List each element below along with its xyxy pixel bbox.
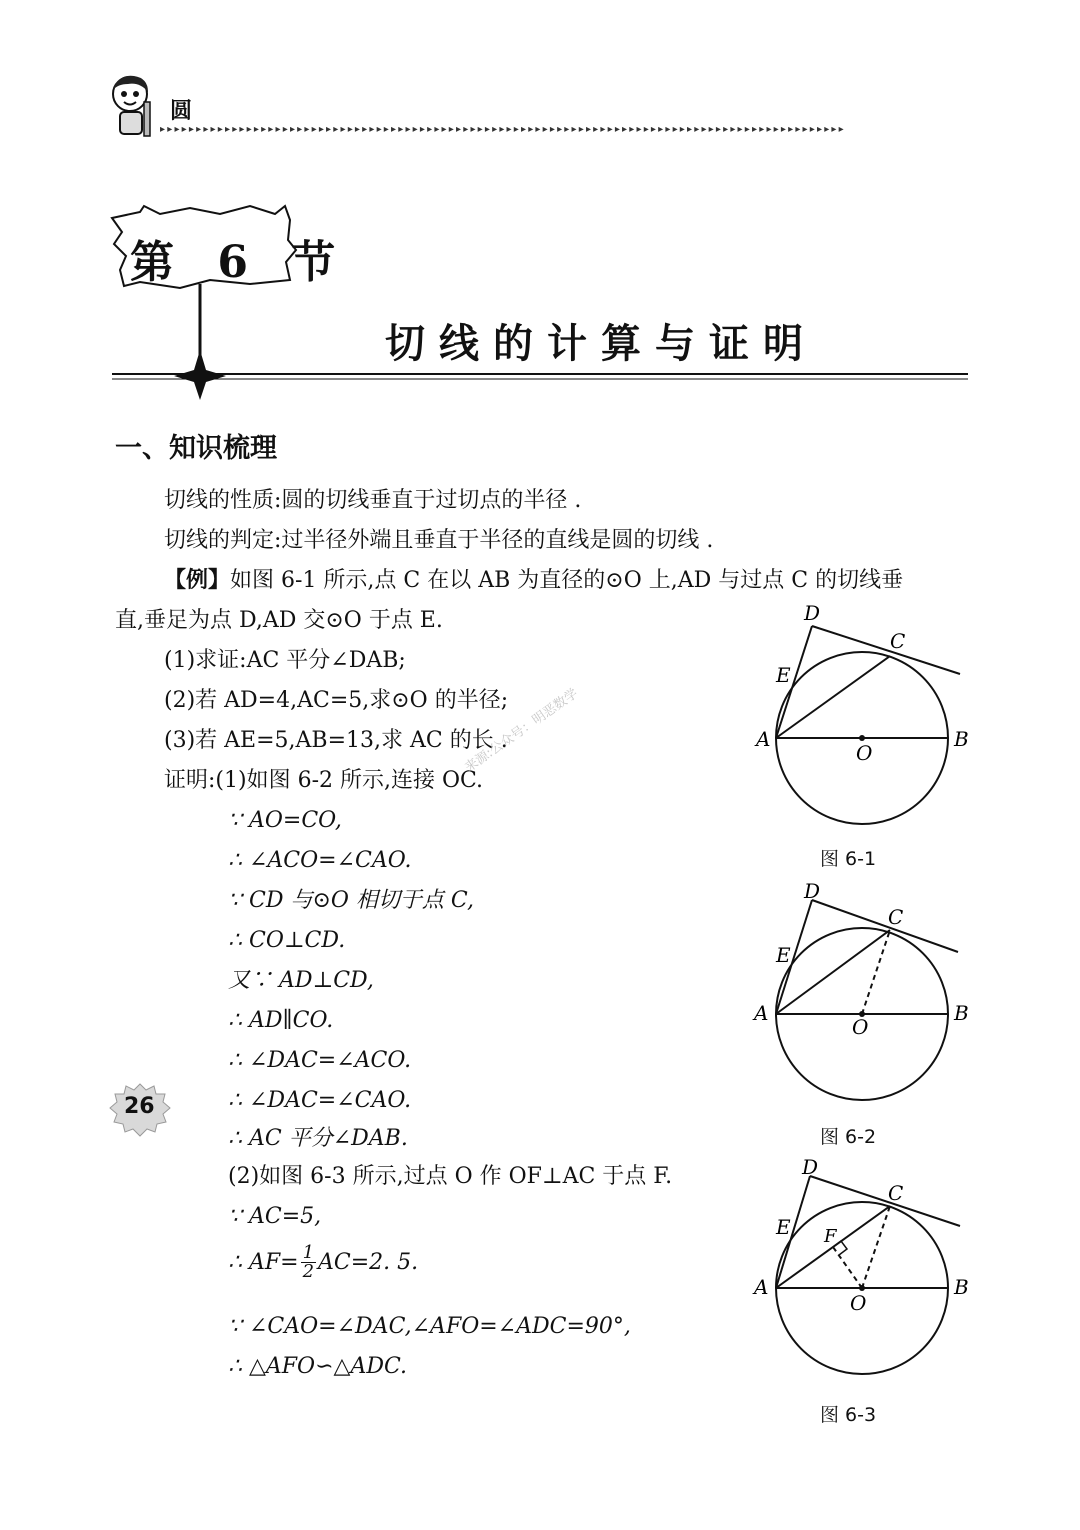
label-B: B <box>954 1275 969 1299</box>
page-number: 26 <box>124 1094 155 1119</box>
example-intro <box>164 570 903 592</box>
proof-step: ∴ AD∥CO. <box>228 1008 334 1033</box>
segment-OF-dashed <box>833 1247 862 1288</box>
proof-step: 又∵ AD⊥CD, <box>228 968 374 993</box>
segment-AC <box>776 656 890 738</box>
label-A: A <box>754 1001 769 1025</box>
label-E: E <box>776 663 791 687</box>
label-D: D <box>802 1155 819 1179</box>
proof-step: ∴ ∠ACO=∠CAO. <box>228 848 412 873</box>
figure-6-3 <box>750 1150 980 1400</box>
part2-step2-suffix: AC=2. 5. <box>318 1249 419 1275</box>
label-C: C <box>888 905 904 929</box>
label-B: B <box>954 1001 969 1025</box>
cartoon-boy-logo <box>104 72 160 142</box>
part2-intro: (2)如图 6-3 所示,过点 O 作 OF⊥AC 于点 F. <box>228 1164 673 1189</box>
proof-step: ∴ CO⊥CD. <box>228 928 346 953</box>
label-E: E <box>776 1215 791 1239</box>
chapter-word: 圆 <box>170 99 193 124</box>
label-A: A <box>754 1275 769 1299</box>
figure-6-3-caption: 图 6-3 <box>820 1404 877 1426</box>
example-line1: 如图 6-1 所示,点 C 在以 AB 为直径的⊙O 上,AD 与过点 C 的切线垂 <box>230 568 904 593</box>
fraction-numerator: 1 <box>302 1242 315 1263</box>
fraction-one-half <box>301 1244 316 1281</box>
proof-intro: 证明:(1)如图 6-2 所示,连接 OC. <box>164 768 484 793</box>
fraction-denominator: 2 <box>302 1261 315 1282</box>
label-B: B <box>954 727 969 751</box>
label-C: C <box>890 629 906 653</box>
figure-6-2 <box>750 876 980 1126</box>
watermark: 来源:公众号：明恶数学 <box>462 686 581 776</box>
question-3: (3)若 AE=5,AB=13,求 AC 的长 . <box>164 728 508 753</box>
label-O: O <box>852 1015 869 1039</box>
example-line2: 直,垂足为点 D,AD 交⊙O 于点 E. <box>115 608 443 633</box>
heading-knowledge: 一、知识梳理 <box>115 433 277 464</box>
question-1: (1)求证:AC 平分∠DAB; <box>164 648 406 673</box>
segment-OC-dashed <box>862 930 890 1014</box>
figure-6-1-caption: 图 6-1 <box>820 848 877 870</box>
segment-AC <box>776 930 890 1014</box>
proof-step: ∵ CD 与⊙O 相切于点 C, <box>228 888 474 913</box>
proof-step: ∴ AC 平分∠DAB. <box>228 1126 408 1151</box>
tangent-property: 切线的性质:圆的切线垂直于过切点的半径 . <box>164 488 582 513</box>
part2-step1: ∵ AC=5, <box>228 1204 322 1229</box>
proof-step: ∴ ∠DAC=∠ACO. <box>228 1048 412 1073</box>
figure-6-2-caption: 图 6-2 <box>820 1126 877 1148</box>
label-O: O <box>850 1291 867 1315</box>
proof-step: ∴ ∠DAC=∠CAO. <box>228 1088 412 1113</box>
label-O: O <box>856 741 873 765</box>
label-F: F <box>824 1226 837 1247</box>
example-tag: 【例】 <box>164 568 231 593</box>
tangent-line <box>812 626 960 674</box>
part2-step4: ∴ △AFO∽△ADC. <box>228 1354 408 1379</box>
part2-step2-prefix: ∴ AF= <box>228 1249 299 1275</box>
part2-step2 <box>228 1244 418 1281</box>
segment-OC-dashed <box>862 1206 890 1288</box>
figure-6-1 <box>750 600 980 850</box>
label-D: D <box>804 879 821 903</box>
section-title: 切线的计算与证明 <box>385 321 817 367</box>
label-A: A <box>756 727 771 751</box>
label-E: E <box>776 943 791 967</box>
label-D: D <box>804 601 821 625</box>
proof-step: ∵ AO=CO, <box>228 808 342 833</box>
header-arrow-rule: ▸▸▸▸▸▸▸▸▸▸▸▸▸▸▸▸▸▸▸▸▸▸▸▸▸▸▸▸▸▸▸▸▸▸▸▸▸▸▸▸▸▸▸▸▸▸▸▸▸▸▸▸▸▸▸▸▸▸▸▸▸▸▸▸▸▸▸▸▸▸▸▸▸▸▸▸▸▸▸▸▸▸▸▸▸▸▸▸▸▸▸▸▸▸▸ <box>160 124 846 135</box>
part2-step3: ∵ ∠CAO=∠DAC,∠AFO=∠ADC=90°, <box>228 1314 631 1339</box>
section-label: 第 6 节 <box>130 237 350 288</box>
label-C: C <box>888 1181 904 1205</box>
tangent-criterion: 切线的判定:过半径外端且垂直于半径的直线是圆的切线 . <box>164 528 714 553</box>
question-2: (2)若 AD=4,AC=5,求⊙O 的半径; <box>164 688 509 713</box>
